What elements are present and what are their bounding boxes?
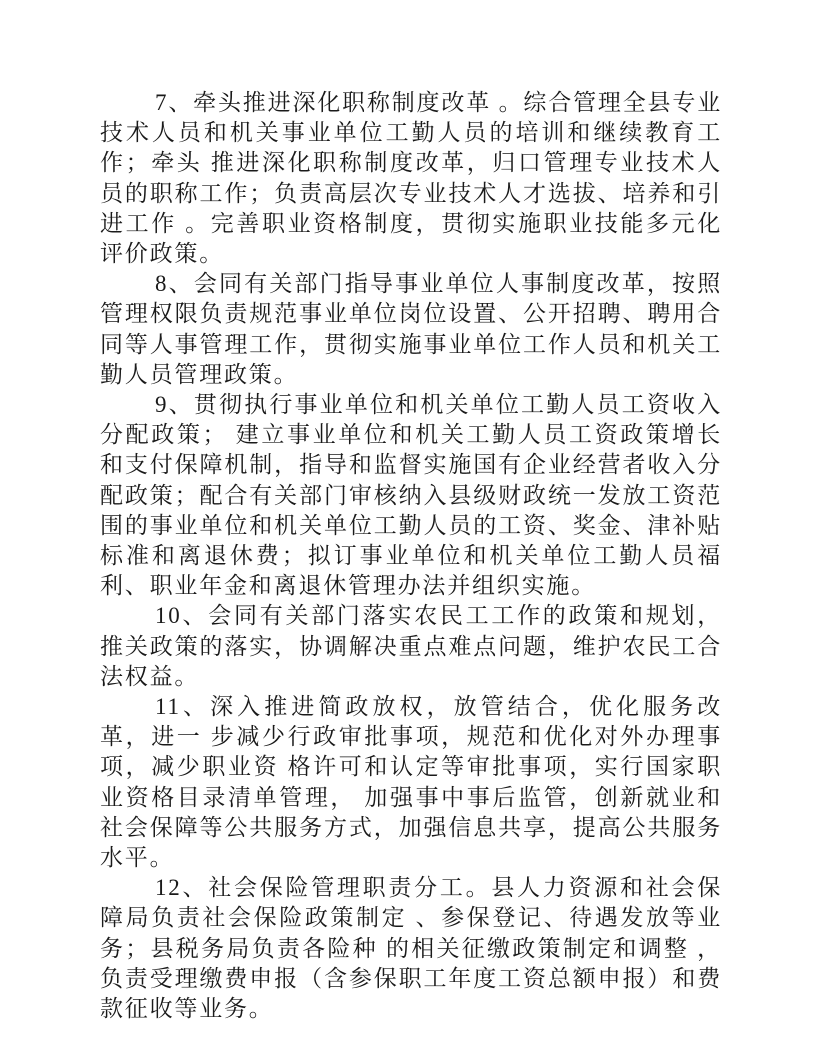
paragraph-item-7: 7、牵头推进深化职称制度改革 。综合管理全县专业技术人员和机关事业单位工勤人员的培训和继续教育工作；牵头 推进深化职称制度改革，归口管理专业技术人员的职称工作；负责高层次专业技术人才选拔、培养和引进工作 。完善职业资格制度，贯彻实施职业技能多元化评价政策。 [100,90,722,267]
text-body [100,88,722,1024]
paragraph-item-9: 9、贯彻执行事业单位和机关单位工勤人员工资收入分配政策； 建立事业单位和机关工勤人员工资政策增长和支付保障机制，指导和监督实施国有企业经营者收入分配政策；配合有关部门审核纳入县级财政统一发放工资范围的事业单位和机关单位工勤人员的工资、奖金、津补贴标准和离退休费；拟订事业单位和机关单位工勤人员福利、职业年金和离退休管理办法并组织实施。 [100,392,722,599]
paragraph-item-8: 8、会同有关部门指导事业单位人事制度改革，按照管理权限负责规范事业单位岗位设置、公开招聘、聘用合同等人事管理工作，贯彻实施事业单位工作人员和机关工勤人员管理政策。 [100,271,722,387]
paragraph-item-10: 10、会同有关部门落实农民工工作的政策和规划，推关政策的落实，协调解决重点难点问题，维护农民工合法权益。 [100,603,722,689]
paragraph-item-12: 12、社会保险管理职责分工。县人力资源和社会保障局负责社会保险政策制定 、参保登记、待遇发放等业务；县税务局负责各险种 的相关征缴政策制定和调整 ，负责受理缴费申报（含参保职工年度工资总额申报）和费款征收等业务。 [100,875,722,1022]
paragraph-item-11: 11、深入推进简政放权，放管结合，优化服务改革，进一 步减少行政审批事项，规范和优化对外办理事项，减少职业资 格许可和认定等审批事项，实行国家职业资格目录清单管理， 加强事中事后监管，创新就业和社会保障等公共服务方式，加强信息共享，提高公共服务水平。 [100,694,722,871]
